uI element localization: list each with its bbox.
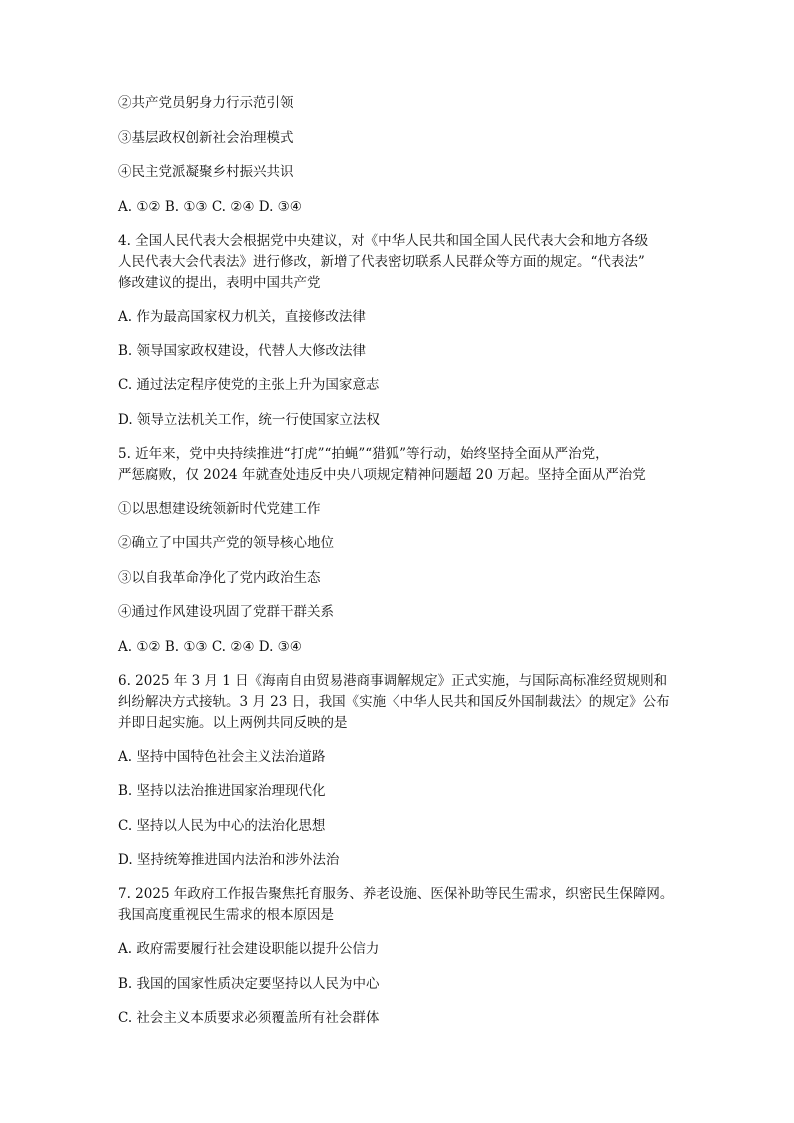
- option-line: ③基层政权创新社会治理模式: [118, 130, 294, 146]
- question-text: 纠纷解决方式接轨。3 月 23 日，我国《实施〈中华人民共和国反外国制裁法〉的规定》公布: [118, 694, 670, 710]
- question-text: 7. 2025 年政府工作报告聚焦托育服务、养老设施、医保补助等民生需求，织密民生保障网。: [118, 886, 674, 902]
- answer-option: D. 领导立法机关工作，统一行使国家立法权: [118, 412, 380, 428]
- question-text: 人民代表大会代表法》进行修改，新增了代表密切联系人民群众等方面的规定。“代表法”: [118, 254, 645, 270]
- answer-option: C. 社会主义本质要求必须覆盖所有社会群体: [118, 1010, 380, 1026]
- question-text: 6. 2025 年 3 月 1 日《海南自由贸易港商事调解规定》正式实施，与国际高标准经贸规则和: [118, 673, 668, 689]
- answer-choices: A. ①② B. ①③ C. ②④ D. ③④: [118, 199, 302, 215]
- question-text: 5. 近年来，党中央持续推进“打虎”“拍蝇”“猎狐”等行动，始终坚持全面从严治党，: [118, 446, 609, 462]
- answer-option: A. 政府需要履行社会建设职能以提升公信力: [118, 941, 380, 957]
- answer-choices: A. ①② B. ①③ C. ②④ D. ③④: [118, 639, 302, 655]
- question-text: 严惩腐败，仅 2024 年就查处违反中央八项规定精神问题超 20 万起。坚持全面从严治党: [118, 467, 646, 483]
- option-line: ②确立了中国共产党的领导核心地位: [118, 535, 334, 551]
- answer-option: C. 坚持以人民为中心的法治化思想: [118, 818, 326, 834]
- answer-option: B. 我国的国家性质决定要坚持以人民为中心: [118, 976, 380, 992]
- answer-option: B. 坚持以法治推进国家治理现代化: [118, 783, 326, 799]
- question-text: 4. 全国人民代表大会根据党中央建议，对《中华人民共和国全国人民代表大会和地方各级: [118, 233, 649, 249]
- answer-option: B. 领导国家政权建设，代替人大修改法律: [118, 343, 367, 359]
- answer-option: C. 通过法定程序使党的主张上升为国家意志: [118, 377, 380, 393]
- question-text: 修改建议的提出，表明中国共产党: [118, 275, 321, 291]
- option-line: ③以自我革命净化了党内政治生态: [118, 570, 321, 586]
- question-text: 并即日起实施。以上两例共同反映的是: [118, 715, 348, 731]
- answer-option: A. 坚持中国特色社会主义法治道路: [118, 749, 326, 765]
- question-text: 我国高度重视民生需求的根本原因是: [118, 907, 334, 923]
- option-line: ④民主党派凝聚乡村振兴共识: [118, 164, 294, 180]
- option-line: ②共产党员躬身力行示范引领: [118, 95, 294, 111]
- option-line: ④通过作风建设巩固了党群干群关系: [118, 604, 334, 620]
- answer-option: A. 作为最高国家权力机关，直接修改法律: [118, 309, 366, 325]
- answer-option: D. 坚持统筹推进国内法治和涉外法治: [118, 852, 340, 868]
- option-line: ①以思想建设统领新时代党建工作: [118, 501, 321, 517]
